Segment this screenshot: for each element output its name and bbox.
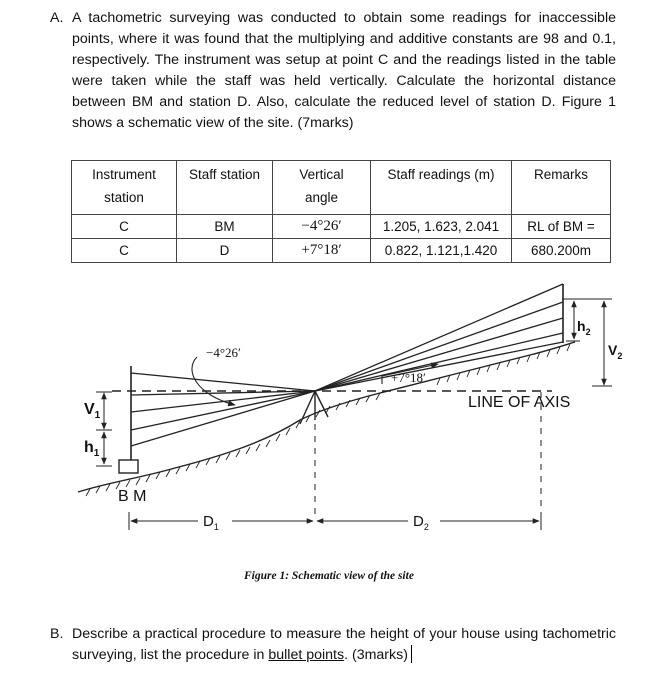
left-staff bbox=[119, 366, 138, 473]
question-b bbox=[50, 624, 616, 666]
sight-lines-left bbox=[131, 373, 315, 446]
cell-instrument: C bbox=[72, 215, 177, 239]
question-b-text: Describe a practical procedure to measure the height of your house using tachometric surveying, list the procedure in bullet points. (3marks) bbox=[72, 626, 616, 663]
h1-label: $h_1$ bbox=[84, 439, 100, 459]
h2-label: $h_2$ bbox=[577, 318, 591, 337]
question-b-label: B. bbox=[50, 626, 64, 642]
cell-remarks-2: 680.200m bbox=[512, 239, 611, 263]
header-remarks: Remarks bbox=[512, 161, 611, 215]
angle-right-label: +7°18′ bbox=[391, 370, 426, 385]
bm-label: B M bbox=[118, 488, 147, 505]
bullet-points-text: bullet points bbox=[268, 647, 345, 663]
line-of-axis-label: LINE OF AXIS bbox=[468, 394, 571, 411]
question-a-label: A. bbox=[50, 10, 64, 26]
header-staff-station: Staff station bbox=[177, 161, 273, 215]
text-cursor bbox=[411, 645, 412, 663]
d2-label: $D_2$ bbox=[413, 513, 429, 532]
cell-angle: −4°26′ bbox=[273, 215, 371, 239]
cell-instrument: C bbox=[72, 239, 177, 263]
v1-label: $V_1$ bbox=[84, 401, 101, 421]
sight-lines-right bbox=[315, 284, 563, 391]
header-staff-readings: Staff readings (m) bbox=[371, 161, 512, 215]
ground-profile bbox=[78, 342, 575, 492]
cell-staff: BM bbox=[177, 215, 273, 239]
ground-hatching bbox=[86, 344, 570, 496]
cell-staff: D bbox=[177, 239, 273, 263]
header-vertical-angle: Vertical angle bbox=[273, 161, 371, 215]
figure-caption: Figure 1: Schematic view of the site bbox=[244, 570, 414, 582]
angle-left-label: −4°26′ bbox=[206, 345, 241, 360]
h2-v2-dimension bbox=[562, 299, 612, 386]
question-a-text: A tachometric surveying was conducted to obtain some readings for inaccessible points, where it was found that the multiplying and additive constants are 98 and 0.1, respectively. The instrument was setup at point C and the readings listed in the table were taken while the staff was held vertically. Calculate the horizontal distance between BM and station D. Also, calculate the reduced level of station D. Figure 1 shows a schematic view of the site. (7marks) bbox=[72, 10, 616, 131]
cell-readings: 0.822, 1.121,1.420 bbox=[371, 239, 512, 263]
instrument-tripod bbox=[300, 391, 328, 424]
cell-readings: 1.205, 1.623, 2.041 bbox=[371, 215, 512, 239]
v2-label: $V_2$ bbox=[608, 342, 623, 361]
distance-lines bbox=[129, 512, 541, 530]
header-instrument-station: Instrument station bbox=[72, 161, 177, 215]
d1-label: $D_1$ bbox=[203, 513, 219, 532]
cell-remarks-1: RL of BM = bbox=[512, 215, 611, 239]
cell-angle: +7°18′ bbox=[273, 239, 371, 263]
